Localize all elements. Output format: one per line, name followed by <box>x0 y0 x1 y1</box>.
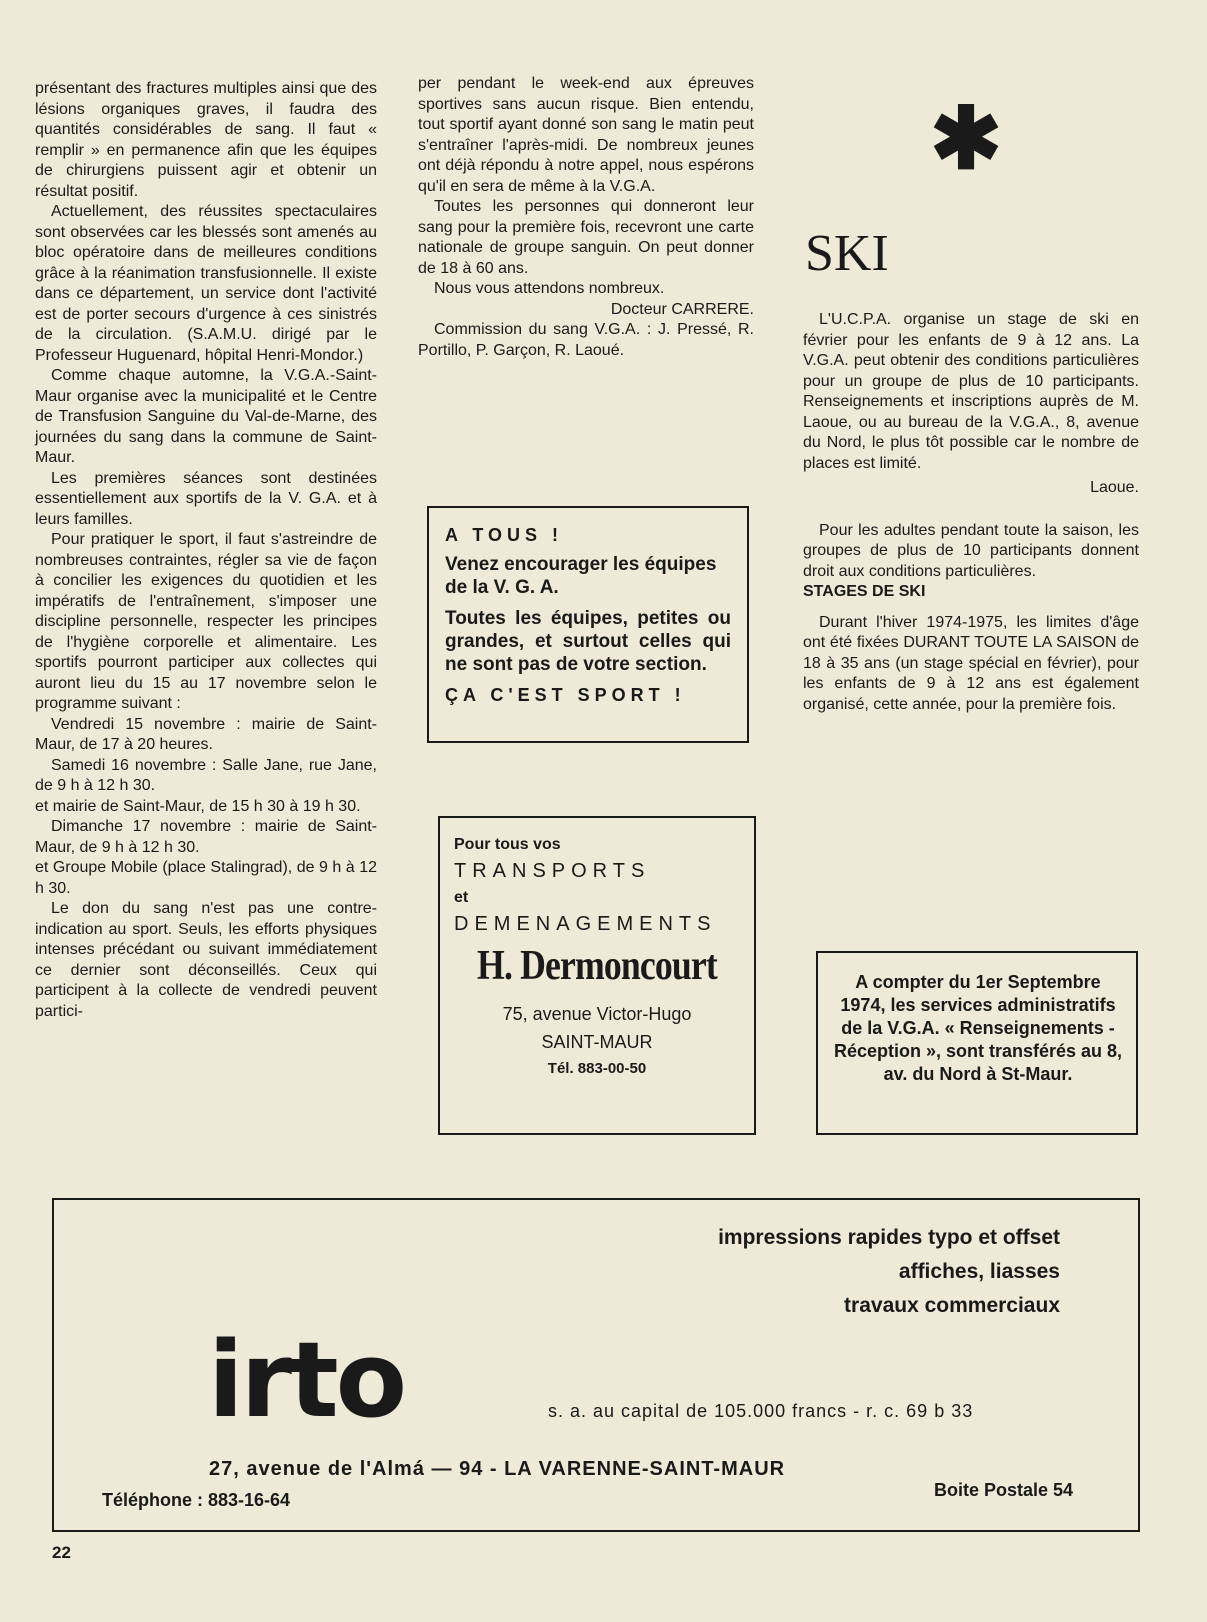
irto-address: 27, avenue de l'Almá — 94 - LA VARENNE-SAINT-MAUR <box>209 1458 786 1480</box>
a-tous-line: Venez encourager les équipes de la V. G. A. <box>445 554 717 598</box>
irto-service-line: affiches, liasses <box>898 1260 1060 1283</box>
a-tous-box <box>427 506 749 743</box>
transport-ad <box>438 816 756 1135</box>
paragraph: Les premières séances sont destinées essentiellement aux sportifs de la V. G.A. et à leurs familles. <box>35 469 377 528</box>
transport-line: Pour tous vos <box>454 836 561 853</box>
paragraph: présentant des fractures multiples ainsi que des lésions organiques graves, il faudra des quantités considérables de sang. Il faut « remplir » en permanence afin que les équipes de chirurgiens puissent agir et obtenir un résultat positif. <box>35 80 377 200</box>
paragraph: L'U.C.P.A. organise un stage de ski en février pour les enfants de 9 à 12 ans. La V.G.A. peut obtenir des conditions particulières pour un groupe de plus de 10 participants. Renseignements et inscriptions auprès de M. Laoue, ou au bureau de la V.G.A., 8, avenue du Nord, le plus tôt possible car le nombre de places est limité. <box>803 311 1139 472</box>
signature: Laoue. <box>1090 479 1139 496</box>
page-number: 22 <box>52 1543 71 1562</box>
irto-phone: Téléphone : 883-16-64 <box>102 1490 291 1510</box>
paragraph: Pour pratiquer le sport, il faut s'astreindre de nombreuses contraintes, régler sa vie de façon à concilier les exigences du quotidien et les impératifs de l'entraînement, s'imposer une discipline personnelle, respecter les principes de l'hygiène corporelle et alimentaire. Les sportifs pourront participer aux collectes qui auront lieu du 15 au 17 novembre selon le programme suivant : <box>35 531 377 712</box>
schedule-item: Dimanche 17 novembre : mairie de Saint-Maur, de 9 h à 12 h 30. <box>35 818 377 856</box>
paragraph: Commission du sang V.G.A. : J. Pressé, R. Portillo, P. Garçon, R. Laoué. <box>418 321 754 359</box>
irto-ad <box>52 1198 1140 1532</box>
vga-notice-box <box>816 951 1138 1135</box>
column-ski <box>803 310 1139 715</box>
schedule-item: Samedi 16 novembre : Salle Jane, rue Jane, de 9 h à 12 h 30. <box>35 756 377 794</box>
a-tous-slogan: ÇA C'EST SPORT ! <box>445 685 686 705</box>
irto-service-line: travaux commerciaux <box>844 1294 1060 1317</box>
column-blood-donation <box>35 79 377 1022</box>
irto-logo: irto <box>208 1319 405 1441</box>
irto-capital: s. a. au capital de 105.000 francs - r. c. 69 b 33 <box>548 1401 974 1421</box>
paragraph: Toutes les personnes qui donneront leur sang pour la première fois, recevront une carte nationale de groupe sanguin. On peut donner de 18 à 60 ans. <box>418 198 754 277</box>
irto-service-line: impressions rapides typo et offset <box>718 1226 1060 1249</box>
paragraph: Durant l'hiver 1974-1975, les limites d'âge ont été fixées DURANT TOUTE LA SAISON de 18 à 35 ans (un stage spécial en février), pour les enfants de 9 à 12 ans est également organisé, cette année, pour la première fois. <box>803 613 1139 713</box>
transport-line: TRANSPORTS <box>454 860 651 882</box>
asterisk-icon: ✱ <box>930 91 1003 187</box>
schedule-item: Vendredi 15 novembre : mairie de Saint-Maur, de 17 à 20 heures. <box>35 715 377 753</box>
paragraph: Comme chaque automne, la V.G.A.-Saint-Maur organise avec la municipalité et le Centre de Transfusion Sanguine du Val-de-Marne, des journées du sang dans la commune de Saint-Maur. <box>35 367 377 466</box>
paragraph: Nous vous attendons nombreux. <box>434 280 665 297</box>
paragraph: Pour les adultes pendant toute la saison, les groupes de plus de 10 participants donnent droit aux conditions particulières. <box>803 521 1139 580</box>
section-title: SKI <box>805 225 889 282</box>
subheading: STAGES DE SKI <box>803 583 926 600</box>
a-tous-line: Toutes les équipes, petites ou grandes, et surtout celles qui ne sont pas de votre section. <box>445 608 731 675</box>
company-name: H. Dermoncourt <box>477 943 717 989</box>
vga-notice: A compter du 1er Septembre 1974, les services administratifs de la V.G.A. « Renseignements - Réception », sont transférés au 8, av. du Nord à St-Maur. <box>833 972 1123 1084</box>
company-city: SAINT-MAUR <box>541 1032 653 1052</box>
paragraph: per pendant le week-end aux épreuves sportives sans aucun risque. Bien entendu, tout sportif ayant donné son sang le matin peut s'entraîner l'après-midi. De nombreux jeunes ont déjà répondu à notre appel, nous espérons qu'il en sera de même à la V.G.A. <box>418 75 754 195</box>
a-tous-heading: A TOUS ! <box>445 525 564 545</box>
paragraph: Le don du sang n'est pas une contre-indication au sport. Seuls, les efforts physiques intenses précédant ou suivant immédiatement ce dernier sont déconseillés. Ceux qui participent à la collecte de vendredi peuvent partici- <box>35 900 377 1020</box>
company-phone: Tél. 883-00-50 <box>547 1060 647 1077</box>
schedule-item: et Groupe Mobile (place Stalingrad), de 9 h à 12 h 30. <box>35 859 377 897</box>
company-street: 75, avenue Victor-Hugo <box>502 1004 692 1024</box>
transport-line: DEMENAGEMENTS <box>454 913 717 935</box>
transport-line: et <box>454 889 469 906</box>
column-blood-donation-cont <box>418 74 754 361</box>
irto-postbox: Boite Postale 54 <box>934 1480 1074 1500</box>
schedule-item: et mairie de Saint-Maur, de 15 h 30 à 19 h 30. <box>35 797 361 815</box>
signature: Docteur CARRERE. <box>610 300 754 318</box>
paragraph: Actuellement, des réussites spectaculaires sont observées car les blessés sont amenés au bloc opératoire dans de meilleures conditions grâce à la réanimation transfusionnelle. Il existe dans ce département, un service dont l'activité est de porter secours d'urgence à ces sinistrés de la circulation. (S.A.M.U. dirigé par le Professeur Huguenard, hôpital Henri-Mondor.) <box>35 203 377 364</box>
